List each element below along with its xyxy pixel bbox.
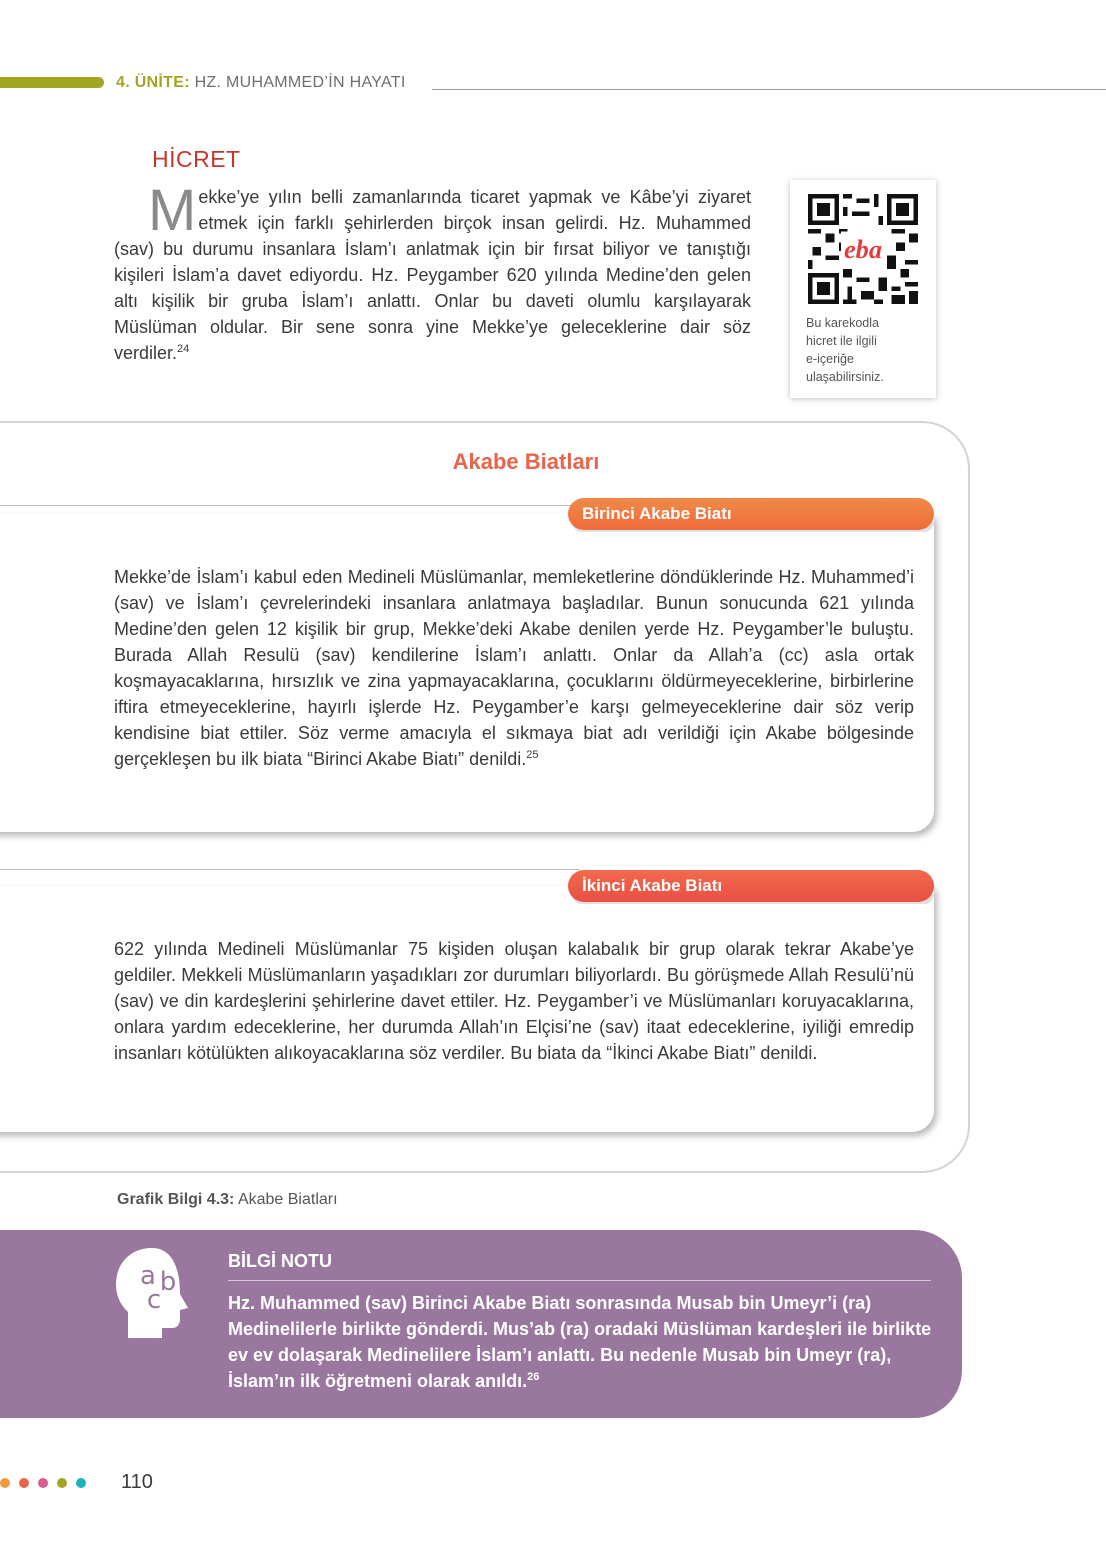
panel-rule	[0, 505, 580, 506]
qr-caption-line: hicret ile ilgili	[806, 334, 877, 348]
footer-dot	[19, 1478, 29, 1488]
footer-dot	[57, 1478, 67, 1488]
bilgi-notu-body: Hz. Muhammed (sav) Birinci Akabe Biatı sonrasında Musab bin Umeyr’i (ra) Medinelilerle birlikte gönderdi. Mus’ab (ra) oradaki Müslüman kardeşleri ile birlikte ev ev dolaşarak Medinelilere İslam’ı anlattı. Bu nedenle Musab bin Umeyr (ra), İslam’ın ilk öğretmeni olarak anıldı.	[228, 1293, 932, 1391]
svg-text:b: b	[159, 1267, 177, 1297]
qr-card[interactable]	[790, 180, 936, 398]
footer-dot	[0, 1478, 10, 1488]
header-rule	[432, 89, 1106, 90]
birinci-akabe-text	[114, 564, 914, 772]
svg-text:a: a	[140, 1261, 156, 1291]
header-unit: 4. ÜNİTE:	[116, 74, 190, 91]
qr-caption-line: ulaşabilirsiniz.	[806, 370, 884, 384]
bilgi-notu-text	[228, 1290, 940, 1394]
akabe-title: Akabe Biatları	[452, 449, 600, 474]
panel-rule	[0, 869, 580, 870]
ikinci-akabe-text: 622 yılında Medineli Müslümanlar 75 kişiden oluşan kalabalık bir grup olarak tekrar Akabe’ye geldiler. Mekkeli Müslümanların yaşadıkları zor durumları biliyorlardı. Bu görüşmede Allah Resulü’nü (sav) ve din kardeşlerini şehirlerine davet ettiler. Hz. Peygamber’i ve Müslümanları koruyacaklarına, onlara yardım edeceklerine, her durumda Allah’ın Elçisi’ne (sav) itaat edeceklerine, iyiliği emredip insanları kötülükten alıkoyacaklarına söz verdiler. Bu biata da “İkinci Akabe Biatı” denildi.	[114, 939, 914, 1063]
qr-logo-text: eba	[843, 234, 883, 265]
drop-cap: M	[148, 178, 197, 243]
footer-dot	[38, 1478, 48, 1488]
figure-caption	[117, 1191, 338, 1209]
footer-dots	[0, 1478, 86, 1488]
birinci-akabe-body: Mekke’de İslam’ı kabul eden Medineli Müslümanlar, memleketlerine döndüklerinde Hz. Muhammed’i (sav) ve İslam’ı çevrelerindeki insanlara anlatmaya başladılar. Bunun sonucunda 621 yılında Medine’den gelen 12 kişilik bir grup, Mekke’deki Akabe denilen yerde Hz. Peygamber’le buluştu. Burada Allah Resulü (sav) kendilerine İslam’ı anlattı. Onlar da Allah’a (cc) asla ortak koşmayacaklarına, hırsızlık ve zina yapmayacaklarına, çocuklarını öldürmeyeceklerine, birbirlerine iftira etmeyeceklerine, hayırlı işlerde Hz. Peygamber’e karşı gelmeyeceklerine dair söz verip kendisine biat ettiler. Söz verme amacıyla el sıkmaya biat adı verildiği için Akabe bölgesinde gerçekleşen bu ilk biata “Birinci Akabe Biatı” denildi.	[114, 567, 914, 769]
footnote-marker: 24	[177, 343, 190, 355]
footer-dot	[76, 1478, 86, 1488]
qr-caption	[806, 314, 926, 386]
svg-text:c: c	[146, 1285, 162, 1315]
bilgi-notu-title: BİLGİ NOTU	[228, 1251, 332, 1271]
footnote-marker: 25	[526, 749, 539, 761]
hicret-paragraph	[114, 178, 751, 366]
tab-birinci-akabe: Birinci Akabe Biatı	[568, 498, 934, 530]
running-header	[116, 74, 406, 92]
page-number: 110	[121, 1471, 153, 1493]
qr-caption-line: Bu karekodla	[806, 316, 879, 330]
caption-label: Grafik Bilgi 4.3:	[117, 1191, 235, 1208]
qr-code-icon[interactable]	[808, 194, 918, 304]
bilgi-notu-rule	[228, 1280, 931, 1281]
qr-caption-line: e-içeriğe	[806, 352, 854, 366]
header-title: HZ. MUHAMMED’İN HAYATI	[189, 74, 406, 91]
caption-text: Akabe Biatları	[234, 1191, 338, 1208]
section-title: HİCRET	[152, 146, 241, 172]
footnote-marker: 26	[527, 1371, 540, 1383]
header-accent-bar	[0, 77, 104, 88]
hicret-text: ekke’ye yılın belli zamanlarında ticaret yapmak ve Kâbe’yi ziyaret etmek için farklı şehirlerden birçok insan gelirdi. Hz. Muhammed (sav) bu durumu insanlara İslam’ı anlatmak için bir fırsat biliyor ve tanıştığı kişileri İslam’a davet ediyordu. Hz. Peygamber 620 yılında Medine’den gelen altı kişilik bir gruba İslam’ı anlattı. Onlar bu daveti olumlu karşılayarak Müslüman oldular. Bir sene sonra yine Mekke’ye geleceklerine dair söz verdiler.	[114, 187, 751, 363]
tab-ikinci-akabe: İkinci Akabe Biatı	[568, 870, 934, 902]
head-abc-icon	[110, 1246, 200, 1340]
